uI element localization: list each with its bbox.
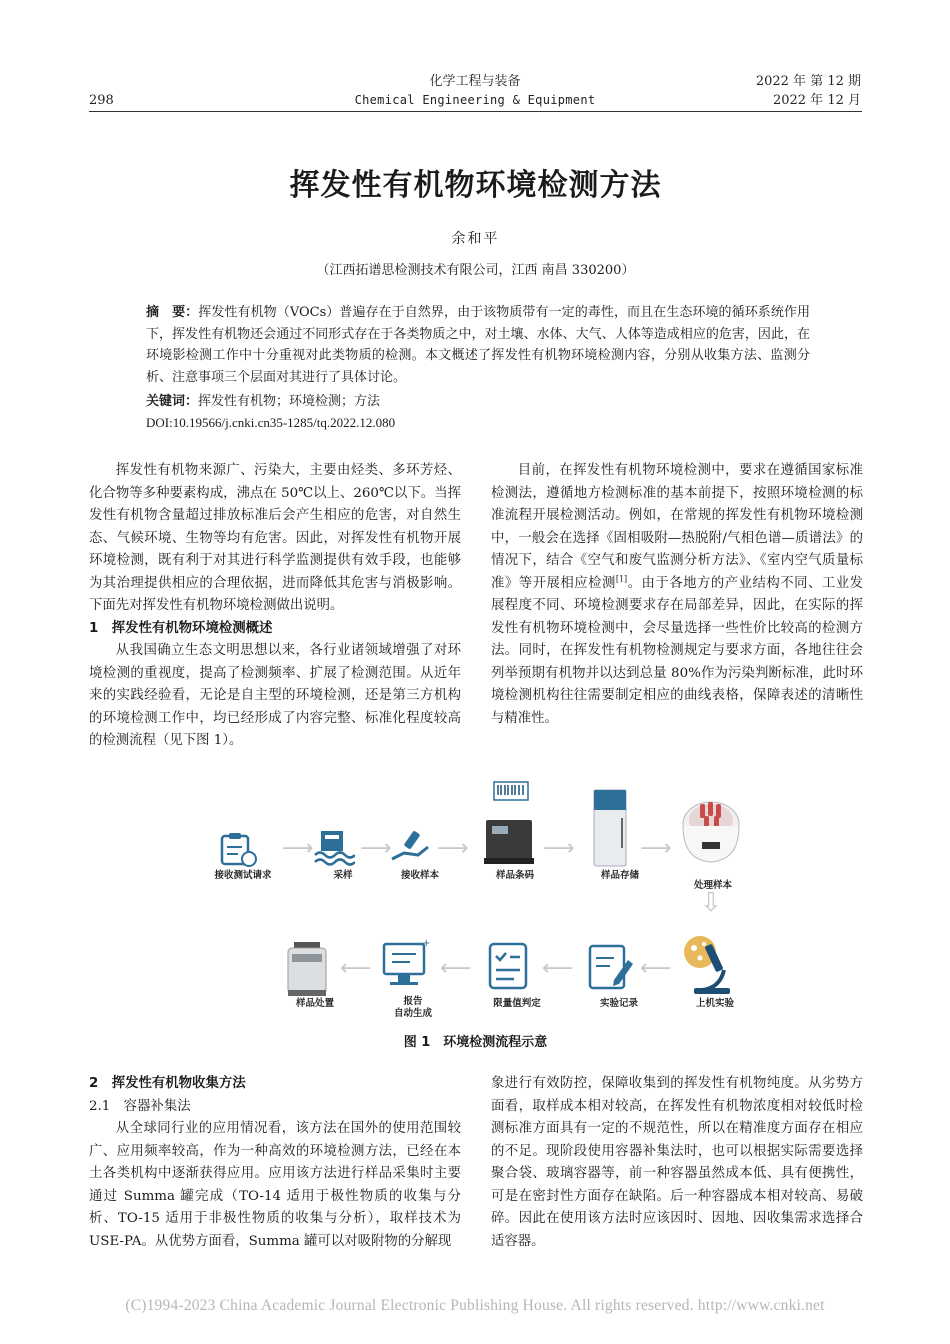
step-label-record: 实验记录 [599,998,638,1009]
step-barcode [480,780,540,881]
arrow-left-icon: ⟵ [640,956,672,981]
section-2-1-heading: 2.1 容器补集法 [89,1098,191,1114]
issue-date: 2022 年 12 月 [772,93,861,108]
step-label-sampling: 采样 [333,870,353,881]
author: 余和平 [451,231,500,247]
paragraph-text-b: 。由于各地方的产业结构不同、工业发展程度不同、环境检测要求存在局部差异，因此，在实际的挥发性有机物环境检测中，会尽量选择一些性价比较高的检测方法。同时，在挥发性有机物检测规定与要求方面，各地往往会列举预期有机物并以达到总量 80%作为污染判断标准，此时环境检测机构往往需要制定相应的曲线表格，保障表述的清晰性与精准性。 [491,575,863,726]
keywords-label: 关键词： [146,394,199,409]
arrow-down-icon: ⇩ [700,888,722,918]
hand-sample-icon [388,825,432,869]
step-report [378,938,432,1019]
body-right-column-bottom [491,1073,863,1253]
journal-title-cn: 化学工程与装备 [429,74,521,89]
step-sampling [308,825,358,881]
step-limit [482,940,541,1009]
page-number: 298 [89,93,114,108]
issue-number: 2022 年 第 12 期 [755,74,861,89]
step-receive-request [208,830,272,881]
section-1-paragraph-2 [491,460,863,730]
step-label-limit: 限量值判定 [493,998,541,1009]
step-label-storage: 样品存储 [600,870,639,881]
body-left-column-bottom [89,1073,461,1253]
step-process [678,790,744,891]
paragraph-text-a: 目前，在挥发性有机物环境检测中，要求在遵循国家标准检测法，遵循地方检测标准的基本前提下，按照环境检测的标准流程开展检测活动。例如，在常规的挥发性有机物环境检测中，一般会在选择《固相吸附—热脱附/气相色谱—质谱法》的情况下，结合《空气和废气监测分析方法》、《室内空气质量标准》等开展相应检测 [491,463,863,591]
freezer-icon [588,788,632,870]
step-label-report: 报告 自动生成 [393,996,432,1019]
section-1-paragraph: 从我国确立生态文明思想以来，各行业诸领域增强了对环境检测的重视度，提高了检测频率、扩展了检测范围。从近年来的实践经验看，无论是自主型的环境检测，还是第三方机构的环境检测工作中，均已经形成了内容完整、标准化程度较高的检测流程（见下图 1）。 [89,643,461,748]
microscope-icon [680,930,740,998]
step-experiment [680,930,740,1009]
step-receive-sample [385,825,439,881]
copyright-footer: (C)1994-2023 China Academic Journal Electronic Publishing House. All rights reserved. http://www.cnki.net [125,1297,825,1314]
article-title: 挥发性有机物环境检测方法 [289,168,662,203]
step-label-receive-sample: 接收样本 [400,870,439,881]
affiliation: （江西拓谱思检测技术有限公司，江西 南昌 330200） [316,263,635,278]
water-sampling-icon [311,825,355,869]
autoclave-icon [280,940,334,998]
doi[interactable]: DOI:10.19566/j.cnki.cn35-1285/tq.2022.12.080 [146,415,396,430]
step-record [584,940,638,1009]
section-2-heading: 2 挥发性有机物收集方法 [89,1076,246,1091]
journal-title-en: Chemical Engineering & Equipment [354,93,596,107]
step-label-experiment: 上机实验 [695,998,734,1009]
step-label-process: 处理样本 [693,880,732,891]
figure-1 [200,780,760,1025]
arrow-left-icon: ⟵ [440,956,472,981]
body-left-column-top [89,460,461,753]
citation-1[interactable]: [1] [615,574,628,584]
section-2-1-paragraph: 从全球同行业的应用情况看，该方法在国外的使用范围较广、应用频率较高，作为一种高效的环境检测方法，已经在本土各类机构中逐渐获得应用。应用该方法进行样品采集时主要通过 Summa 罐完成（TO-14 适用于极性物质的收集与分析、TO-15 适用于非极性物质的收集与分析），取样技术为 USE-PA。从优势方面看，Summa 罐可以对吸附物的分解现 [89,1121,461,1249]
arrow-right-icon: ⟶ [543,836,575,861]
report-monitor-icon [378,938,432,996]
header-rule [89,111,862,112]
intro-paragraph: 挥发性有机物来源广、污染大，主要由烃类、多环芳烃、化合物等多种要素构成，沸点在 50℃以上、260℃以下。当挥发性有机物含量超过排放标准后会产生相应的危害，对自然生态、气候环境、生物等均有危害。因此，对挥发性有机物开展环境检测，既有利于对其进行科学监测提供有效手段，也能够为其治理提供相应的合理依据，进而降低其危害与消极影响。下面先对挥发性有机物环境检测做出说明。 [89,463,461,613]
step-label-disposal: 样品处置 [295,998,334,1009]
section-1-heading: 1 挥发性有机物环境检测概述 [89,620,273,636]
keywords-text: 挥发性有机物；环境检测；方法 [198,394,381,409]
abstract-label: 摘 要： [146,305,199,320]
arrow-right-icon: ⟶ [640,836,672,861]
step-disposal [280,940,334,1009]
centrifuge-icon [678,790,744,874]
step-label-receive: 接收测试请求 [214,870,272,881]
body-right-column-top [491,460,863,730]
arrow-right-icon: ⟶ [282,836,314,861]
arrow-left-icon: ⟵ [542,956,574,981]
step-label-barcode: 样品条码 [495,870,534,881]
arrow-right-icon: ⟶ [437,836,469,861]
keywords [146,393,810,411]
edit-record-icon [584,940,638,998]
abstract-text: 挥发性有机物（VOCs）普遍存在于自然界，由于该物质带有一定的毒性，而且在生态环境的循环系统作用下，挥发性有机物还会通过不同形式存在于各类物质之中，对土壤、水体、大气、人体等造成相应的危害，因此，在环境影检测工作中十分重视对此类物质的检测。本文概述了挥发性有机物环境检测内容，分别从收集方法、监测分析、注意事项三个层面对其进行了具体讨论。 [146,305,810,385]
abstract [146,302,810,388]
step-storage [585,788,639,881]
clipboard-icon [216,830,260,870]
svg-text:+: + [422,938,431,949]
checklist-icon [482,940,536,998]
figure-caption: 图 1 环境检测流程示意 [403,1035,548,1050]
arrow-right-icon: ⟶ [360,836,392,861]
arrow-left-icon: ⟵ [340,956,372,981]
barcode-printer-icon [480,780,540,868]
section-2-1-paragraph-continued: 象进行有效防控，保障收集到的挥发性有机物纯度。从劣势方面看，取样成本相对较高，在挥发性有机物浓度相对较低时检测标准方面具有一定的不规范性，所以在精准度方面存在相应的不足。现阶段使用容器补集法时，也可以根据实际需要选择聚合袋、玻璃容器等，前一种容器虽然成本低、具有便携性，可是在密封性方面存在缺陷。后一种容器成本相对较高、易破碎。因此在使用该方法时应该因时、因地、因收集需求选择合适容器。 [491,1076,863,1249]
